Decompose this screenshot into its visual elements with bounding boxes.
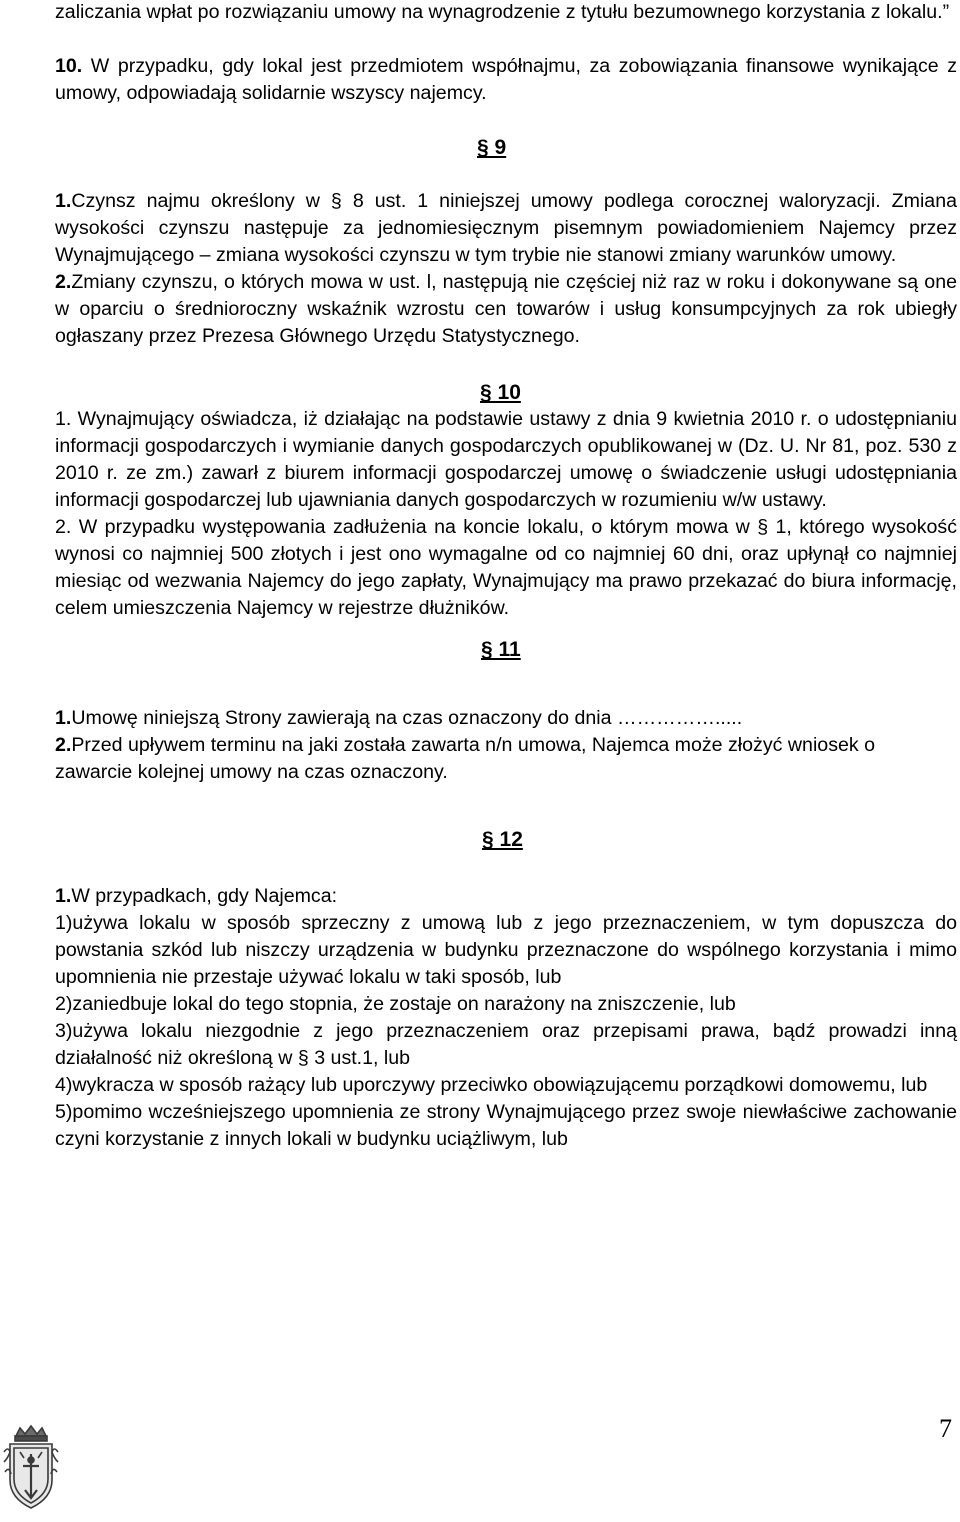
paragraph-number: 2.	[55, 271, 72, 293]
paragraph-text: Czynsz najmu określony w § 8 ust. 1 niniejszej umowy podlega corocznej waloryzacji. Zmiana wysokości czynszu następuje za jednomiesięcznym pisemnym powiadomieniem Najemcy przez Wynajmującego – zmiana wysokości czynszu w tym trybie nie stanowi zmiany warunków umowy.	[55, 190, 957, 266]
section-heading-10: § 10	[480, 381, 521, 404]
list-item: 5)pomimo wcześniejszego upomnienia ze strony Wynajmującego przez swoje niewłaściwe zachowanie czyni korzystanie z innych lokali w budynku uciążliwym, lub	[55, 1101, 957, 1150]
paragraph	[55, 269, 957, 350]
paragraph: 2. W przypadku występowania zadłużenia na koncie lokalu, o którym mowa w § 1, którego wysokość wynosi co najmniej 500 złotych i jest ono wymagalne od co najmniej 60 dni, oraz upłynął co najmniej miesiąc od wezwania Najemcy do jego zapłaty, Wynajmujący ma prawo przekazać do biura informację, celem umieszczenia Najemcy w rejestrze dłużników.	[55, 516, 957, 619]
paragraph-number: 1.	[55, 190, 72, 212]
paragraph-number: 1.	[55, 707, 72, 729]
paragraph	[55, 188, 957, 269]
paragraph	[55, 732, 957, 786]
paragraph-number: 10.	[55, 55, 83, 77]
paragraph	[55, 53, 957, 107]
paragraph-text: Umowę niniejszą Strony zawierają na czas oznaczony do dnia …………….....	[71, 707, 743, 729]
paragraph-number: 2.	[55, 734, 72, 756]
paragraph-text: Zmiany czynszu, o których mowa w ust. l, następują nie częściej niż raz w roku i dokonywane są one w oparciu o średnioroczny wskaźnik wzrostu cen towarów i usług konsumpcyjnych za rok ubiegły ogłaszany przez Prezesa Głównego Urzędu Statystycznego.	[55, 271, 957, 347]
paragraph	[55, 705, 957, 732]
section-heading-11: § 11	[481, 638, 521, 661]
paragraph-text: W przypadkach, gdy Najemca:	[71, 885, 338, 907]
list-item: 3)używa lokalu niezgodnie z jego przeznaczeniem oraz przepisami prawa, bądź prowadzi inną działalność niż określoną w § 3 ust.1, lub	[55, 1020, 957, 1069]
paragraph: zaliczania wpłat po rozwiązaniu umowy na wynagrodzenie z tytułu bezumownego korzystania z lokalu.”	[55, 1, 950, 23]
list-item: 1)używa lokalu w sposób sprzeczny z umową lub z jego przeznaczeniem, w tym dopuszcza do powstania szkód lub niszczy urządzenia w budynku przeznaczone do wspólnego korzystania i mimo upomnienia nie przestaje używać lokalu w taki sposób, lub	[55, 912, 957, 988]
paragraph: 1. Wynajmujący oświadcza, iż działając na podstawie ustawy z dnia 9 kwietnia 2010 r. o udostępnianiu informacji gospodarczych i wymianie danych gospodarczych opublikowanej w (Dz. U. Nr 81, poz. 530 z 2010 r. ze zm.) zawarł z biurem informacji gospodarczej umowę o świadczenie usługi udostępniania informacji gospodarczej lub ujawniania danych gospodarczych w rozumieniu w/w ustawy.	[55, 408, 957, 511]
paragraph-text: W przypadku, gdy lokal jest przedmiotem współnajmu, za zobowiązania finansowe wynikające z umowy, odpowiadają solidarnie wszyscy najemcy.	[55, 55, 957, 104]
list-item: 2)zaniedbuje lokal do tego stopnia, że zostaje on narażony na zniszczenie, lub	[55, 993, 736, 1015]
paragraph-text: Przed upływem terminu na jaki została zawarta n/n umowa, Najemca może złożyć wniosek o zawarcie kolejnej umowy na czas oznaczony.	[55, 734, 876, 783]
section-heading-12: § 12	[482, 828, 523, 851]
coat-of-arms-icon	[2, 1422, 60, 1516]
document-body	[55, 0, 957, 1153]
section-heading-9: § 9	[477, 136, 507, 159]
paragraph	[55, 883, 957, 910]
list-item: 4)wykracza w sposób rażący lub uporczywy przeciwko obowiązującemu porządkowi domowemu, lub	[55, 1074, 928, 1096]
page-number: 7	[939, 1414, 952, 1443]
paragraph-number: 1.	[55, 885, 72, 907]
